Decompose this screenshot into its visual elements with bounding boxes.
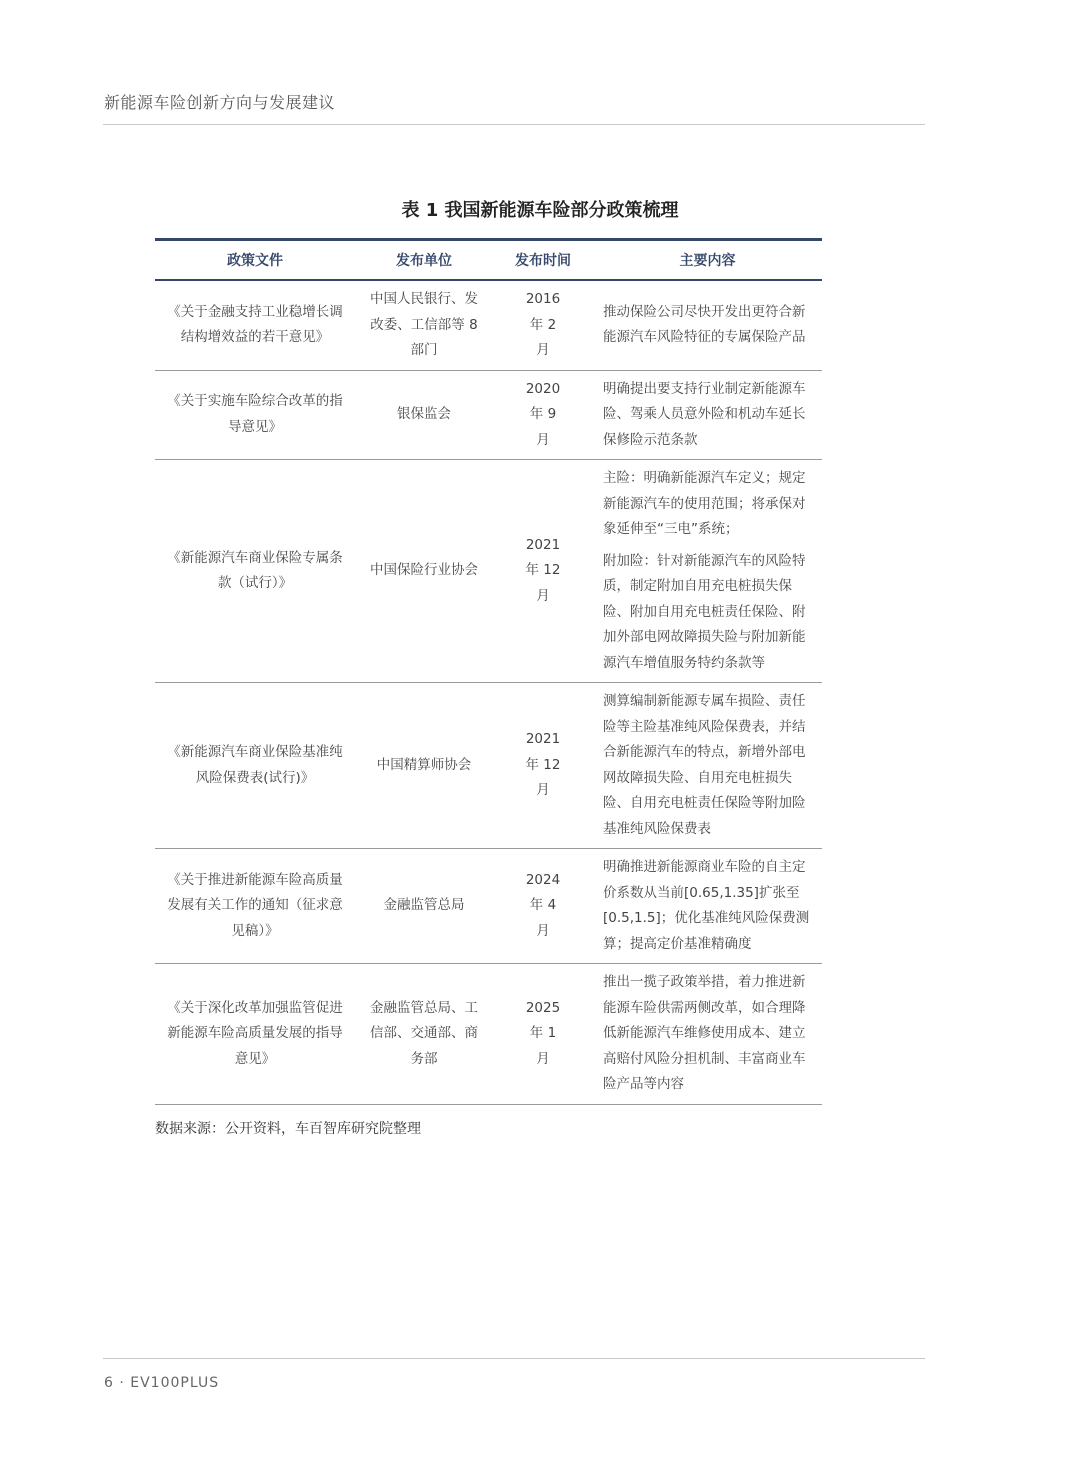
cell-issuer: 金融监管总局、工信部、交通部、商务部 <box>370 999 478 1067</box>
cell-doc: 《关于实施车险综合改革的指导意见》 <box>167 393 343 435</box>
cell-issuer: 中国保险行业协会 <box>370 562 478 579</box>
table-caption: 表 1 我国新能源车险部分政策梳理 <box>401 200 679 221</box>
cell-issuer: 金融监管总局 <box>383 897 465 914</box>
cell-date: 2016 年 2 月 <box>525 291 561 358</box>
cell-doc: 《关于深化改革加强监管促进新能源车险高质量发展的指导意见》 <box>167 999 343 1067</box>
column-header-date: 发布时间 <box>515 253 571 269</box>
cell-content <box>593 370 822 460</box>
table-row <box>155 683 822 849</box>
cell-doc: 《关于推进新能源车险高质量发展有关工作的通知（征求意见稿）》 <box>167 871 343 939</box>
column-header-content: 主要内容 <box>679 253 736 269</box>
table-row <box>155 964 822 1105</box>
cell-date: 2021 年 12 月 <box>525 731 561 799</box>
cell-date: 2020 年 9 月 <box>525 380 561 448</box>
cell-content <box>593 460 822 683</box>
cell-content <box>593 683 822 849</box>
cell-doc: 《新能源汽车商业保险基准纯风险保费表(试行)》 <box>167 744 343 786</box>
content-paragraph: 明确提出要支持行业制定新能源车险、驾乘人员意外险和机动车延长保修险示范条款 <box>603 380 806 448</box>
cell-content <box>593 849 822 964</box>
content-paragraph: 测算编制新能源专属车损险、责任险等主险基准纯风险保费表，并结合新能源汽车的特点，新增外部电网故障损失险、自用充电桩损失险、自用充电桩责任保险等附加险基准纯风险保费表 <box>603 693 806 837</box>
column-header-issuer: 发布单位 <box>396 253 452 269</box>
table-header-row <box>155 240 822 281</box>
content-paragraph: 明确推进新能源商业车险的自主定价系数从当前[0.65,1.35]扩张至[0.5,1.5]；优化基准纯风险保费测算；提高定价基准精确度 <box>603 859 810 952</box>
policy-table <box>155 238 822 1105</box>
table-row <box>155 370 822 460</box>
content-paragraph: 推动保险公司尽快开发出更符合新能源汽车风险特征的专属保险产品 <box>603 303 806 346</box>
content-paragraph: 主险：明确新能源汽车定义；规定新能源汽车的使用范围；将承保对象延伸至“三电”系统； <box>603 470 806 537</box>
page-footer: 6 · EV100PLUS <box>104 1375 220 1391</box>
running-header: 新能源车险创新方向与发展建议 <box>104 93 336 112</box>
footer-divider <box>103 1358 925 1359</box>
cell-doc: 《关于金融支持工业稳增长调结构增效益的若干意见》 <box>167 303 343 346</box>
header-divider <box>103 124 925 125</box>
table-row <box>155 280 822 370</box>
cell-doc: 《新能源汽车商业保险专属条款（试行）》 <box>167 549 343 591</box>
cell-date: 2024 年 4 月 <box>525 871 561 939</box>
column-header-doc: 政策文件 <box>227 253 283 269</box>
policy-table-container <box>155 238 822 1105</box>
cell-date: 2025 年 1 月 <box>525 999 561 1067</box>
cell-content <box>593 280 822 370</box>
cell-issuer: 银保监会 <box>397 406 451 422</box>
cell-issuer: 中国人民银行、发改委、工信部等 8 部门 <box>370 291 478 358</box>
content-paragraph: 附加险：针对新能源汽车的风险特质，制定附加自用充电桩损失保险、附加自用充电桩责任保险、附加外部电网故障损失险与附加新能源汽车增值服务特约条款等 <box>603 552 806 671</box>
cell-content <box>593 964 822 1105</box>
cell-date: 2021 年 12 月 <box>525 536 561 604</box>
table-row <box>155 849 822 964</box>
table-row <box>155 460 822 683</box>
cell-issuer: 中国精算师协会 <box>376 756 472 773</box>
data-source-note: 数据来源：公开资料，车百智库研究院整理 <box>155 1121 421 1137</box>
content-paragraph: 推出一揽子政策举措，着力推进新能源车险供需两侧改革，如合理降低新能源汽车维修使用成本、建立高赔付风险分担机制、丰富商业车险产品等内容 <box>603 974 806 1092</box>
